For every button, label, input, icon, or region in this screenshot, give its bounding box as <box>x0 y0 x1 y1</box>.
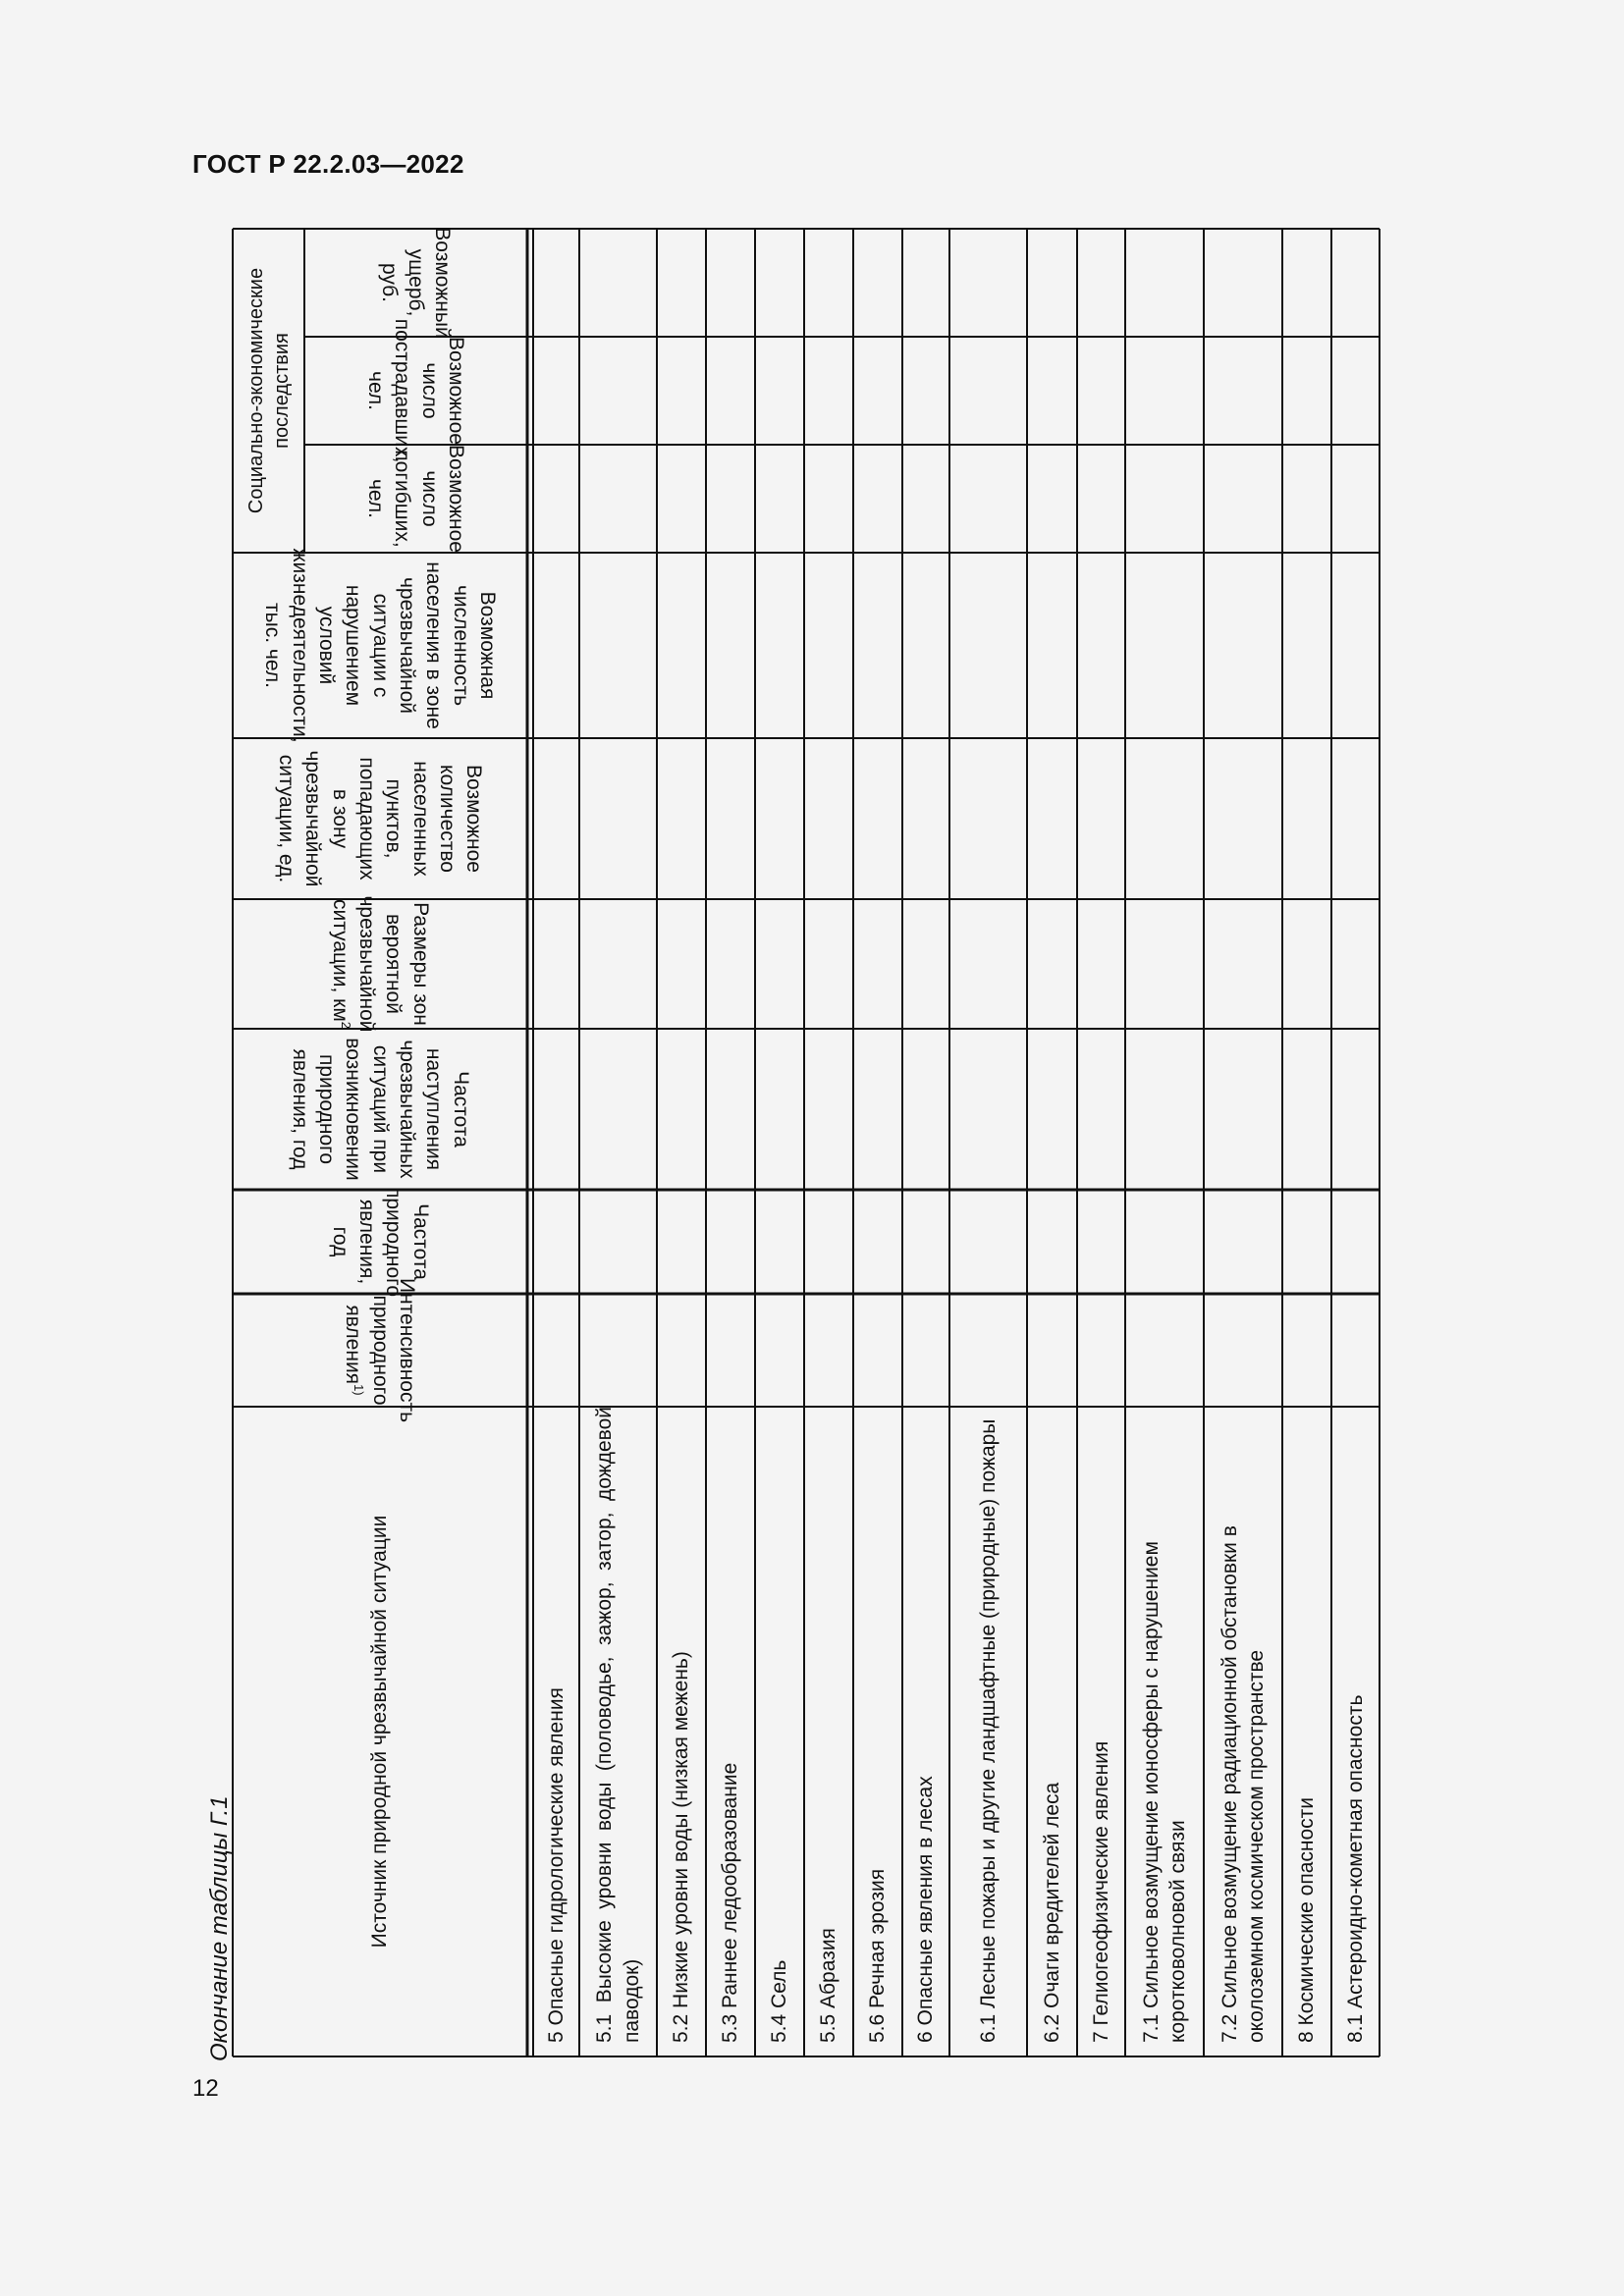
header-intensity: Интенсивность природного явления$^{1)}$ <box>342 1277 418 1423</box>
header-injured: Возможное число пострадавших, чел. <box>364 318 468 463</box>
header-settlements: Возможное количество населенных пунктов, попадающих в зону чрезвычайной ситуации, ед. <box>275 750 486 887</box>
row-5-1: 5.1 Высокие уровни воды (половодье, зажор, затор, дождевой паводок) <box>593 1407 643 2043</box>
header-population: Возможная численность населения в зоне чрезвычайной ситуации с нарушением условий жизнедеятельности, тыс. чел. <box>261 548 499 743</box>
header-frequency-emergency: Частота наступления чрезвычайных ситуаций при возникновении природного явления, год <box>288 1038 472 1181</box>
row-7-2: 7.2 Сильное возмущение радиационной обстановки в околоземном космическом пространстве <box>1218 1525 1268 2043</box>
row-8-1: 8.1 Астероидно-кометная опасность <box>1343 1694 1367 2043</box>
row-7: 7 Гелиогеофизические явления <box>1089 1740 1112 2043</box>
row-8: 8 Космические опасности <box>1295 1796 1319 2043</box>
standard-designation: ГОСТ Р 22.2.03—2022 <box>192 149 464 179</box>
header-source: Источник природной чрезвычайной ситуации <box>368 1515 392 1949</box>
page-number: 12 <box>192 2075 219 2102</box>
row-7-1: 7.1 Сильное возмущение ионосферы с нарушением коротковолновой связи <box>1139 1541 1189 2043</box>
header-consequences-group: Социально-экономические последствия <box>244 267 293 514</box>
row-5-6: 5.6 Речная эрозия <box>866 1868 890 2043</box>
row-6-1: 6.1 Лесные пожары и другие ландшафтные (природные) пожары <box>976 1418 1000 2043</box>
table-caption: Окончание таблицы Г.1 <box>206 1795 233 2061</box>
header-frequency-phenomenon: Частота природного явления, год <box>328 1186 432 1298</box>
row-5: 5 Опасные гидрологические явления <box>544 1687 568 2043</box>
row-5-4: 5.4 Сель <box>768 1959 791 2043</box>
row-5-2: 5.2 Низкие уровни воды (низкая межень) <box>670 1651 693 2043</box>
header-damage: Возможный ущерб, руб. <box>377 227 455 339</box>
header-zone-size: Размеры зон вероятной чрезвычайной ситуации, $км^2$ <box>328 895 432 1033</box>
row-5-3: 5.3 Раннее ледообразование <box>719 1762 742 2043</box>
header-deaths: Возможное число погибших, чел. <box>364 445 468 553</box>
row-6-2: 6.2 Очаги вредителей леса <box>1040 1782 1063 2043</box>
row-5-5: 5.5 Абразия <box>817 1928 840 2043</box>
row-6: 6 Опасные явления в лесах <box>914 1776 938 2043</box>
